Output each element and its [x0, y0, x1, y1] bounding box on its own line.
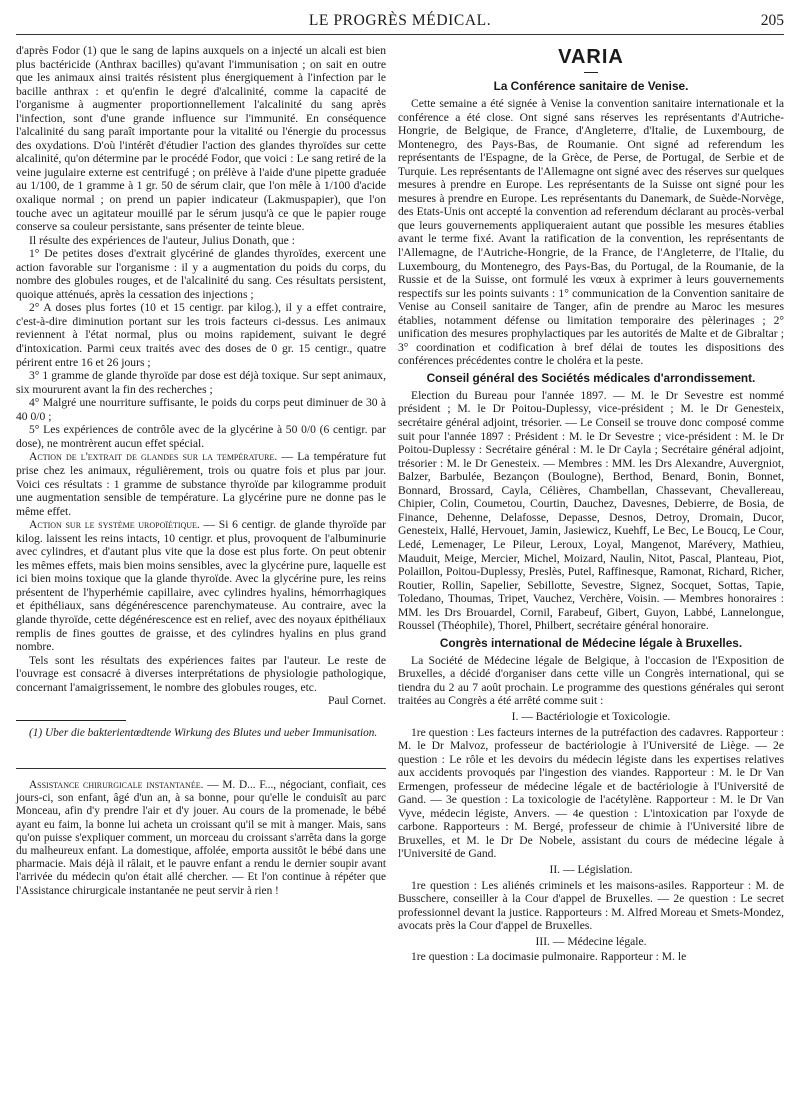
paragraph-text: 2° A doses plus fortes (10 et 15 centigr. par kilog.), il y a effet contraire, c'est-à-dire diminution portant sur les trois facteurs ci-dessus. Les animaux reviennent à l'état normal, plus ou moins rapidement, suivant le degré d'intoxication. Parmi ceux traités avec des doses de 0 gr. 15 centigr., quatre périrent entre 16 et 26 jours ; [16, 301, 386, 369]
footnote: (1) Uber die bakterientœdtende Wirkung des Blutes und ueber Immunisation. [29, 726, 378, 739]
left-paragraph [16, 396, 386, 423]
left-column [16, 44, 386, 898]
left-paragraph [16, 44, 386, 234]
left-paragraph [16, 247, 386, 301]
left-paragraph [16, 301, 386, 369]
paragraph-text: 5° Les expériences de contrôle avec de la glycérine à 50 0/0 (6 centigr. par dose), ne montrèrent aucun effet spécial. [16, 423, 386, 450]
bacteriologie-text: 1re question : Les facteurs internes de la putréfaction des cadavres. Rapporteur : M. le Dr Malvoz, professeur de bactériologie à l'Université de Liège. — 2e question : Le rôle et les devoirs du médecin légiste dans les expertises relatives aux accidents provoqués par l'ingestion des viandes. Rapporteur : M. le Dr Van Ermengen, professeur de médecine légale et de bactériologie à l'Université de Gand. — 3e question : La toxicologie de l'acétylène. Rapporteur : M. le Dr Van Vyve, médecin légiste, Anvers. — 4e question : L'intoxication par l'oxyde de carbone. Rapporteurs : M. Bergé, professeur de chimie à l'Université libre de Bruxelles, et M. le Dr De Nobele, assistant du cours de médecine légale à l'Université de Gand. [398, 725, 784, 861]
paragraph-text: Il résulte des expériences de l'auteur, Julius Donath, que : [29, 233, 295, 247]
conseil-text: Election du Bureau pour l'année 1897. — M. le Dr Sevestre est nommé président ; M. le Dr Poitou-Duplessy, vice-président ; M. le Dr Genesteix, secrétaire général adjoint, trésorier. — Le Conseil se trouve donc composé comme suit pour l'année 1897 : Président : M. le Dr Sevestre ; vice-président : M. le Dr Poitou-Duplessy : Secrétaire général : M. le Dr Cayla ; Secrétaire général adjoint, trésorier : M. le Dr Genesteix. — Membres : MM. les Drs Alexandre, Auvergniot, Balzer, Barbulée, Bezançon (Boulogne), Berthod, Benard, Bonin, Bonnet, Bonnard, Brossard, Cayla, Célières, Chambellan, Chassevant, Chevallereau, Chipier, Colin, Coumetou, Courtin, Dauchez, Davesnes, Debierre, de Bosia, de Finance, Dehenne, Delafosse, Depasse, Desnos, Detroy, Dromain, Ducor, Genesteix, Hallé, Hervouet, Jamin, Jasiewicz, Kuehff, Le Bec, Le Boucq, Le Cour, Ledé, Lemenager, Le Pileur, Leroux, Loyal, Mangenot, Marévery, Mathieu, Mauduit, Meige, Mercier, Michel, Moizard, Naulin, Nitot, Pascal, Planteau, Piot, Polaillon, Poitou-Duplessy, Preslès, Putel, Raffinesque, Ramonat, Richard, Richer, Routier, Rollin, Sapelier, Sebillotte, Sevestre, Signez, Socquet, Sottas, Tapie, Toledano, Thoumas, Tripet, Vauchez, Verchère, Voisin. — Membres honoraires : MM. les Drs Brouardel, Cornil, Farabeuf, Gibert, Guyon, Labbé, Lannelongue, Roussel (Théophile), Thorel, Philbert, secrétaire général honoraire. [398, 388, 784, 633]
heading-congres: Congrès international de Médecine légale à Bruxelles. [439, 635, 743, 650]
paragraph-text: d'après Fodor (1) que le sang de lapins auxquels on a injecté un alcali est bien plus bactéricide (Anthrax bacilles) qu'avant l'immunisation ; on sait en outre que les animaux ainsi traités résistent plus énergiquement à l'infection par le bacille anthrax : et qu'enfin le degré d'alcalinité, comme la capacité de l'organisme à augmenter proportionnellement l'alcalinité du sang après l'infection, sont d'une grande influence sur l'immunité. En conséquence l'alcalinité du sang paraît importante pour la vitalité ou l'énergie du processus des oxydations. D'où l'intérêt d'étudier l'action des glandes thyroïdes sur cette alcalinité, qu'on détermine par le procédé Fodor, que voici : Le sang retiré de la veine jugulaire externe est centrifugé ; on prélève à l'aide d'une pipette graduée au 1/100, de 1 gramme à 1 gr. 50 de sérum clair, que l'on mêle à 1/100 d'acide oxalique normal ; on prend un papier indicateur (Lakmuspapier), que l'on touche avec un agitateur mouillé par le sérum jusqu'à ce que le papier rouge conserve sa couleur persistante, sans présenter de teinte bleue. [16, 44, 386, 234]
varia-rule [584, 72, 598, 73]
legislation-text: 1re question : Les aliénés criminels et les maisons-asiles. Rapporteur : M. de Busschere, conseiller à la Cour d'appel de Bruxelles. — 2e question : Le secret professionnel devant la justice. Rapporteurs : M. Alfred Moreau et Smets-Mondez, avocats près la Cour d'appel de Bruxelles. [398, 878, 784, 933]
paragraph-heading: Action sur le système uropoïétique. [29, 518, 200, 532]
left-paragraph [16, 234, 386, 248]
subheading-bacteriologie: I. — Bactériologie et Toxicologie. [511, 709, 671, 723]
separator-rule [16, 768, 386, 769]
paragraph-text: 1° De petites doses d'extrait glycériné de glandes thyroïdes, exercent une action favorable sur l'organisme : il y a augmentation du poids du corps, du nombre des globules rouges, et de l'alcalinité du sang. Ces résultats persistent, quoique atténués, après la cessation des injections ; [16, 247, 386, 301]
paragraph-text: — La température fut prise chez les animaux, régulièrement, trois ou quatre fois et plus par jour. Voici ces résultats : 1 gramme de substance thyroïde par kilogramme produit une augmentation sensible de température. La glycérine pure ne donne pas le même effet. [16, 450, 386, 518]
subheading-medecine-legale: III. — Médecine légale. [535, 934, 647, 948]
assistance-paragraph [16, 779, 386, 898]
medecine-legale-text: 1re question : La docimasie pulmonaire. Rapporteur : M. le [411, 950, 687, 964]
paragraph-text: Tels sont les résultats des expériences faites par l'auteur. Le reste de l'ouvrage est consacré à diverses interprétations de physiologie pathologique, concernant l'amaigrissement, le nombre des globules rouges, etc. [16, 653, 386, 694]
congres-text: La Société de Médecine légale de Belgique, à l'occasion de l'Exposition de Bruxelles, a décidé d'organiser dans cette ville un Congrès international, qui se tiendra du 2 au 7 août prochain. Le programme des questions générales qui seront traitées au Congrès a été arrêté comme suit : [398, 653, 784, 708]
left-paragraphs [16, 44, 386, 694]
footnote-rule [16, 720, 126, 721]
paragraph-heading: Action de l'extrait de glandes sur la température. [29, 450, 278, 464]
conference-text: Cette semaine a été signée à Venise la convention sanitaire internationale et la conférence a été close. Ont signé sans réserves les représentants d'Autriche-Hongrie, de Belgique, de France, d'Angleterre, d'Italie, de Luxembourg, de Montenegro, des Pays-Bas, de Roumanie. Ont signé ad referendum les représentants de l'Espagne, de la Grèce, de Perse, de Portugal, de Serbie et de Turquie. Les représentants de l'Allemagne ont signé avec des réserves sur quelques mesures à prendre en Europe. Les représentants de la Suisse ont signé pour les mesures à prendre en Europe. Les représentants du Danemark, de Suède-Norvège, des Etats-Unis ont accepté la convention ad referendum déclarant au procès-verbal que leurs gouvernements appliqueraient autant que possible les mesures établies avant le terme fixé. Avant la ratification de la convention, les représentants de l'Allemagne, de l'Autriche-Hongrie, de la France, de l'Angleterre, de l'Italie, du Luxembourg, du Montenegro, des Pays-Bas, du Portugal, de la Roumanie, de la Russie et de la Suisse, ont formulé les vœux à exprimer à leurs gouvernements respectifs sur les points suivants : 1° communication de la Convention sanitaire de Venise au Conseil sanitaire de Tanger, afin de prendre au Maroc les mesures établies, notamment défense ou limitation temporaire des pèlerinages ; 2° unification des mesures prophylactiques par les autorités de Malte et de Gibraltar ; 3° coordination et codification à bref délai de toutes les dispositions des conférences précédentes contre le choléra et la peste. [398, 97, 784, 368]
paragraph-text: 4° Malgré une nourriture suffisante, le poids du corps peut diminuer de 30 à 40 0/0 ; [16, 396, 386, 423]
heading-conference: La Conférence sanitaire de Venise. [493, 79, 689, 93]
right-column [398, 44, 784, 964]
paragraph-text: — Si 6 centigr. de glande thyroïde par kilog. laissent les reins intacts, 10 centigr. et plus, provoquent de l'albuminurie avec cylindres, et d'autant plus vite que la dose est plus forte. On peut obtenir les mêmes effets, mais bien moins sensibles, avec la glycérine pure, laquelle est ici bien moins toxique que la glande thyroïde. Avec la glycérine pure, les reins présentent de l'hyperhémie capillaire, avec cylindres hyalins, hémorrhagiques et épithéliaux, sans dégénérescence parenchymateuse. Au contraire, avec la glande thyroïde, cette dégénérescence est en relief, avec des noyaux épithéliaux remplis de fines gouttes de graisse, et des cylindres hyalins en plus grand nombre. [16, 518, 386, 654]
page-header [16, 10, 784, 35]
paragraph-text: 3° 1 gramme de glande thyroïde par dose est déjà toxique. Sur sept animaux, six moururent avant la fin des recherches ; [16, 369, 386, 396]
page-number: 205 [760, 12, 784, 29]
signature: Paul Cornet. [328, 694, 386, 708]
left-paragraph [16, 450, 386, 518]
left-paragraph [16, 369, 386, 396]
section-varia: VARIA [558, 46, 624, 68]
journal-title: LE PROGRÈS MÉDICAL. [308, 12, 492, 29]
subheading-legislation: II. — Législation. [549, 862, 633, 876]
left-paragraph [16, 654, 386, 695]
left-paragraph [16, 423, 386, 450]
left-paragraph [16, 518, 386, 653]
assistance-title: Assistance chirurgicale instantanée. [29, 779, 204, 791]
heading-conseil: Conseil général des Sociétés médicales d'arrondissement. [426, 370, 756, 385]
assistance-text: — M. D... F..., négociant, confiait, ces jours-ci, son enfant, âgé d'un an, à sa bonne, pour qu'elle le conduisît au parc Monceau, afin d'y prendre l'air et d'y jouer. Au cours de la promenade, le bébé ayant eu faim, la bonne lui acheta un croissant qu'il se mit à manger. Mais, sans qu'on puisse s'expliquer comment, un morceau du croissant s'arrêta dans la gorge du malheureux enfant. La domestique, affolée, emporta aussitôt le bébé dans une pharmacie. Mais déjà il râlait, et le pauvre enfant a rendu le dernier soupir avant l'arrivée du médecin qu'on était allé chercher. — Et l'on continue à répéter que l'Assistance chirurgicale instantanée ne peut servir à rien ! [16, 779, 386, 897]
